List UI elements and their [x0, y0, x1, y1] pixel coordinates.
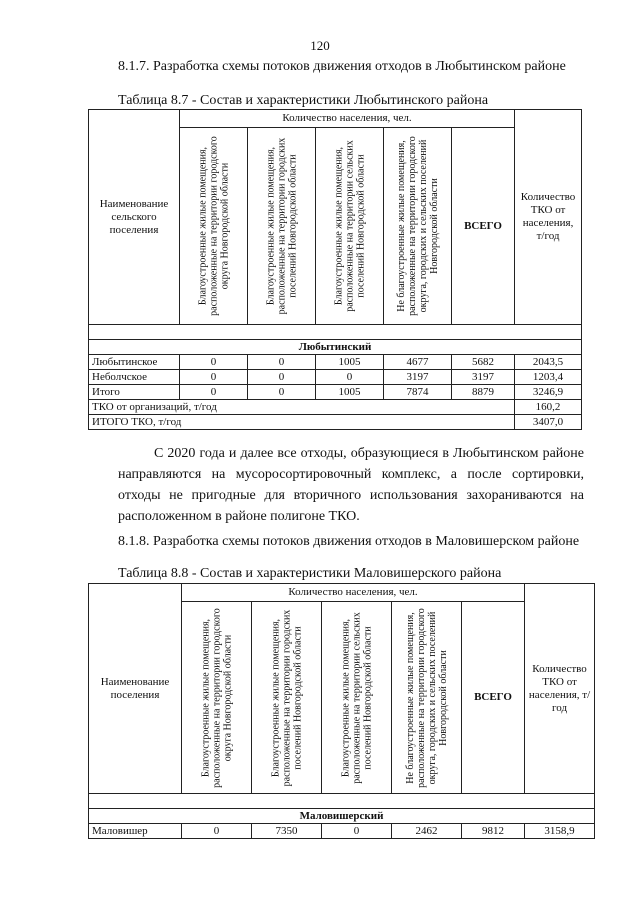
table-row	[89, 824, 595, 839]
row-name: Маловишер	[89, 824, 182, 839]
cell-c4: 4677	[384, 355, 452, 370]
col-header-rural-settlements: Благоустроенные жилые помещения, расположенные на территории сельских поселений Новгородской области	[316, 128, 384, 325]
cell-c4: 2462	[392, 824, 462, 839]
page-number: 120	[310, 38, 330, 53]
row-name: Неболчское	[89, 370, 180, 385]
body-paragraph	[118, 443, 584, 527]
col-header-urban-settlements: Благоустроенные жилые помещения, расположенные на территории городских поселений Новгородской области	[252, 602, 322, 794]
col-header-urban-settlements: Благоустроенные жилые помещения, расположенные на территории городских поселений Новгородской области	[248, 128, 316, 325]
col-header-city-district: Благоустроенные жилые помещения, расположенные на территории городского округа Новгородской области	[182, 602, 252, 794]
cell-c1: 0	[180, 385, 248, 400]
cell-c1: 0	[180, 355, 248, 370]
cell-c3: 0	[322, 824, 392, 839]
malaya-vishera-table	[88, 583, 595, 839]
table-row	[89, 370, 582, 385]
table-spacer	[89, 325, 582, 340]
row-name: Итого	[89, 385, 180, 400]
cell-tko: 3158,9	[525, 824, 595, 839]
col-header-population: Количество населения, чел.	[180, 110, 515, 128]
cell-c2: 0	[248, 385, 316, 400]
table-spacer	[89, 794, 595, 809]
table-caption-8-8: Таблица 8.8 - Состав и характеристики Маловишерского района	[118, 566, 502, 581]
cell-c2: 0	[248, 370, 316, 385]
district-row: Любытинский	[89, 340, 582, 355]
cell-c4: 7874	[384, 385, 452, 400]
cell-c4: 3197	[384, 370, 452, 385]
cell-tko: 1203,4	[515, 370, 582, 385]
grand-total-label: ИТОГО ТКО, т/год	[89, 415, 515, 430]
table-row	[89, 400, 582, 415]
cell-total: 8879	[452, 385, 515, 400]
col-header-name: Наименование сельского поселения	[89, 110, 180, 325]
cell-total: 5682	[452, 355, 515, 370]
col-header-unimproved: Не благоустроенные жилые помещения, расположенные на территории городского округа, городских и сельских поселений Новгородской области	[392, 602, 462, 794]
cell-c2: 7350	[252, 824, 322, 839]
cell-total: 3197	[452, 370, 515, 385]
col-header-unimproved: Не благоустроенные жилые помещения, расположенные на территории городского округа, городских и сельских поселений Новгородской области	[384, 128, 452, 325]
table-caption-8-7: Таблица 8.7 - Состав и характеристики Любытинского района	[118, 93, 489, 108]
grand-total-value: 3407,0	[515, 415, 582, 430]
org-label: ТКО от организаций, т/год	[89, 400, 515, 415]
cell-tko: 3246,9	[515, 385, 582, 400]
lyubytino-table	[88, 109, 582, 430]
cell-tko: 2043,5	[515, 355, 582, 370]
org-value: 160,2	[515, 400, 582, 415]
table-row	[89, 355, 582, 370]
cell-c2: 0	[248, 355, 316, 370]
col-header-population: Количество населения, чел.	[182, 584, 525, 602]
table-row	[89, 415, 582, 430]
cell-c3: 0	[316, 370, 384, 385]
cell-c1: 0	[182, 824, 252, 839]
paragraph-text: С 2020 года и далее все отходы, образующиеся в Любытинском районе направляются на мусоросортировочный комплекс, а после сортировки, отходы не пригодные для вторичного использования захораниваются на расположенном в районе полигоне ТКО.	[118, 446, 584, 524]
section-heading-malaya-vishera: 8.1.8. Разработка схемы потоков движения отходов в Маловишерском районе	[118, 534, 580, 549]
cell-total: 9812	[462, 824, 525, 839]
table-row	[89, 385, 582, 400]
row-name: Любытинское	[89, 355, 180, 370]
section-heading-lyubytino: 8.1.7. Разработка схемы потоков движения отходов в Любытинском районе	[118, 59, 566, 74]
district-row: Маловишерский	[89, 809, 595, 824]
col-header-tko: Количество ТКО от населения, т/год	[515, 110, 582, 325]
col-header-total: ВСЕГО	[452, 128, 515, 325]
col-header-tko: Количество ТКО от населения, т/год	[525, 584, 595, 794]
cell-c3: 1005	[316, 385, 384, 400]
col-header-name: Наименование поселения	[89, 584, 182, 794]
cell-c3: 1005	[316, 355, 384, 370]
col-header-rural-settlements: Благоустроенные жилые помещения, расположенные на территории сельских поселений Новгородской области	[322, 602, 392, 794]
col-header-total: ВСЕГО	[462, 602, 525, 794]
col-header-city-district: Благоустроенные жилые помещения, расположенные на территории городского округа Новгородской области	[180, 128, 248, 325]
cell-c1: 0	[180, 370, 248, 385]
